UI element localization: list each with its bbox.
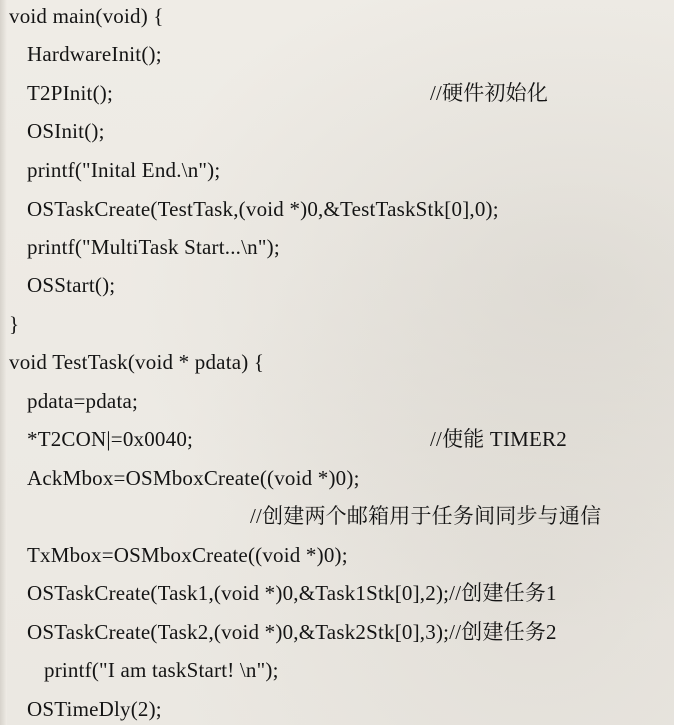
code-line: OSTimeDly(2);: [27, 697, 162, 721]
code-line: void main(void) {: [9, 4, 164, 28]
code-line: HardwareInit();: [27, 42, 162, 66]
code-line: OSStart();: [27, 273, 116, 297]
code-line: printf("I am taskStart! \n");: [44, 658, 279, 682]
code-line: OSTaskCreate(Task2,(void *)0,&Task2Stk[0],3);//创建任务2: [27, 620, 557, 644]
code-comment: //创建两个邮箱用于任务间同步与通信: [250, 504, 602, 528]
code-line: TxMbox=OSMboxCreate((void *)0);: [27, 543, 348, 567]
code-line: T2PInit();: [27, 81, 113, 105]
code-line: OSInit();: [27, 119, 105, 143]
code-line: AckMbox=OSMboxCreate((void *)0);: [27, 466, 360, 490]
code-line: printf("Inital End.\n");: [27, 158, 221, 182]
page-edge-shadow: [0, 0, 7, 725]
code-line: void TestTask(void * pdata) {: [9, 350, 265, 374]
code-comment: //使能 TIMER2: [430, 427, 567, 451]
code-line: *T2CON|=0x0040;: [27, 427, 194, 451]
code-line: pdata=pdata;: [27, 389, 139, 413]
code-line: printf("MultiTask Start...\n");: [27, 235, 280, 259]
code-line: }: [9, 312, 20, 336]
code-line: OSTaskCreate(Task1,(void *)0,&Task1Stk[0],2);//创建任务1: [27, 581, 557, 605]
code-comment: //硬件初始化: [430, 81, 549, 105]
code-line: OSTaskCreate(TestTask,(void *)0,&TestTaskStk[0],0);: [27, 197, 499, 221]
